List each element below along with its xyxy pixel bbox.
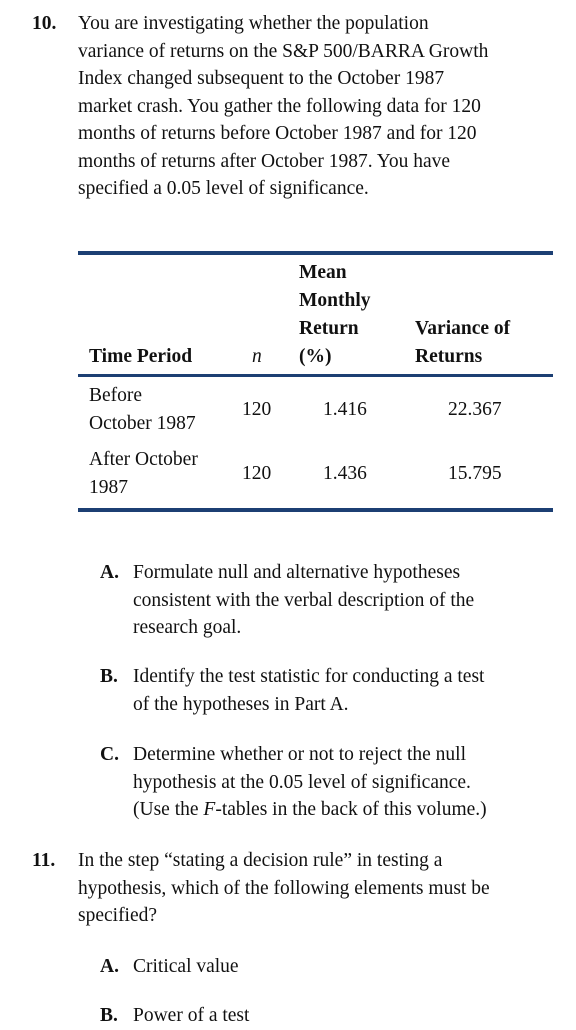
part-line: research goal. xyxy=(133,617,242,638)
question-line: Index changed subsequent to the October 1987 xyxy=(78,68,445,89)
option-text: Power of a test xyxy=(133,1005,250,1026)
part-line: of the hypotheses in Part A. xyxy=(133,693,349,715)
question-line: specified? xyxy=(78,905,158,926)
question-line: market crash. You gather the following data for 120 xyxy=(78,95,481,117)
table-header-rule xyxy=(78,374,553,377)
question-line: specified a 0.05 level of significance. xyxy=(78,178,369,199)
part-line: Determine whether or not to reject the null xyxy=(133,744,467,765)
cell-variance: 15.795 xyxy=(448,463,502,484)
option-label: A. xyxy=(100,956,119,977)
question-number: 11. xyxy=(32,850,56,871)
question-text xyxy=(78,847,490,930)
table-bottom-rule xyxy=(78,508,553,512)
option-text: Critical value xyxy=(133,956,239,977)
cell-n: 120 xyxy=(242,399,272,420)
question-line: months of returns before October 1987 and for 120 xyxy=(78,123,477,144)
part-label: A. xyxy=(100,562,119,583)
f-symbol: F xyxy=(203,799,216,820)
header-variance-line: Returns xyxy=(415,346,483,367)
header-mean-line: Return xyxy=(299,318,359,339)
part-text xyxy=(133,741,487,824)
part-line-segment: (Use the xyxy=(133,799,204,820)
header-mean-line: Mean xyxy=(299,262,347,283)
header-time-period: Time Period xyxy=(89,346,193,367)
cell-period xyxy=(89,382,196,438)
question-line: In the step “stating a decision rule” in testing a xyxy=(78,850,443,871)
question-line: hypothesis, which of the following elements must be xyxy=(78,877,490,899)
part-label: C. xyxy=(100,744,119,765)
header-mean-line: Monthly xyxy=(299,290,371,311)
table-top-rule xyxy=(78,251,553,255)
cell-period xyxy=(89,446,198,502)
cell-variance: 22.367 xyxy=(448,399,502,420)
question-text xyxy=(78,10,488,203)
period-line: 1987 xyxy=(89,477,128,498)
option-label: B. xyxy=(100,1005,118,1026)
part-line-segment: -tables in the back of this volume.) xyxy=(215,799,487,820)
header-variance-line: Variance of xyxy=(415,318,511,339)
part-line: hypothesis at the 0.05 level of significance. xyxy=(133,771,471,793)
question-number: 10. xyxy=(32,13,57,34)
question-11 xyxy=(0,847,576,937)
part-text xyxy=(133,663,484,718)
cell-mean: 1.436 xyxy=(323,463,367,484)
header-variance xyxy=(415,315,510,371)
part-label: B. xyxy=(100,666,118,687)
period-line: After October xyxy=(89,449,198,470)
header-mean xyxy=(299,259,371,371)
header-n: n xyxy=(252,346,262,367)
part-line: Formulate null and alternative hypotheses xyxy=(133,562,461,583)
part-line: consistent with the verbal description of the xyxy=(133,589,475,611)
part-line xyxy=(133,796,487,824)
part-line: Identify the test statistic for conducting a test xyxy=(133,666,485,687)
returns-table xyxy=(78,251,553,513)
cell-mean: 1.416 xyxy=(323,399,367,420)
question-10 xyxy=(0,10,576,210)
question-line: months of returns after October 1987. You have xyxy=(78,150,451,172)
part-text xyxy=(133,559,474,642)
period-line: October 1987 xyxy=(89,413,196,434)
question-line: variance of returns on the S&P 500/BARRA Growth xyxy=(78,40,489,62)
period-line: Before xyxy=(89,385,143,406)
header-mean-line: (%) xyxy=(299,346,332,367)
cell-n: 120 xyxy=(242,463,272,484)
question-line: You are investigating whether the population xyxy=(78,13,429,34)
